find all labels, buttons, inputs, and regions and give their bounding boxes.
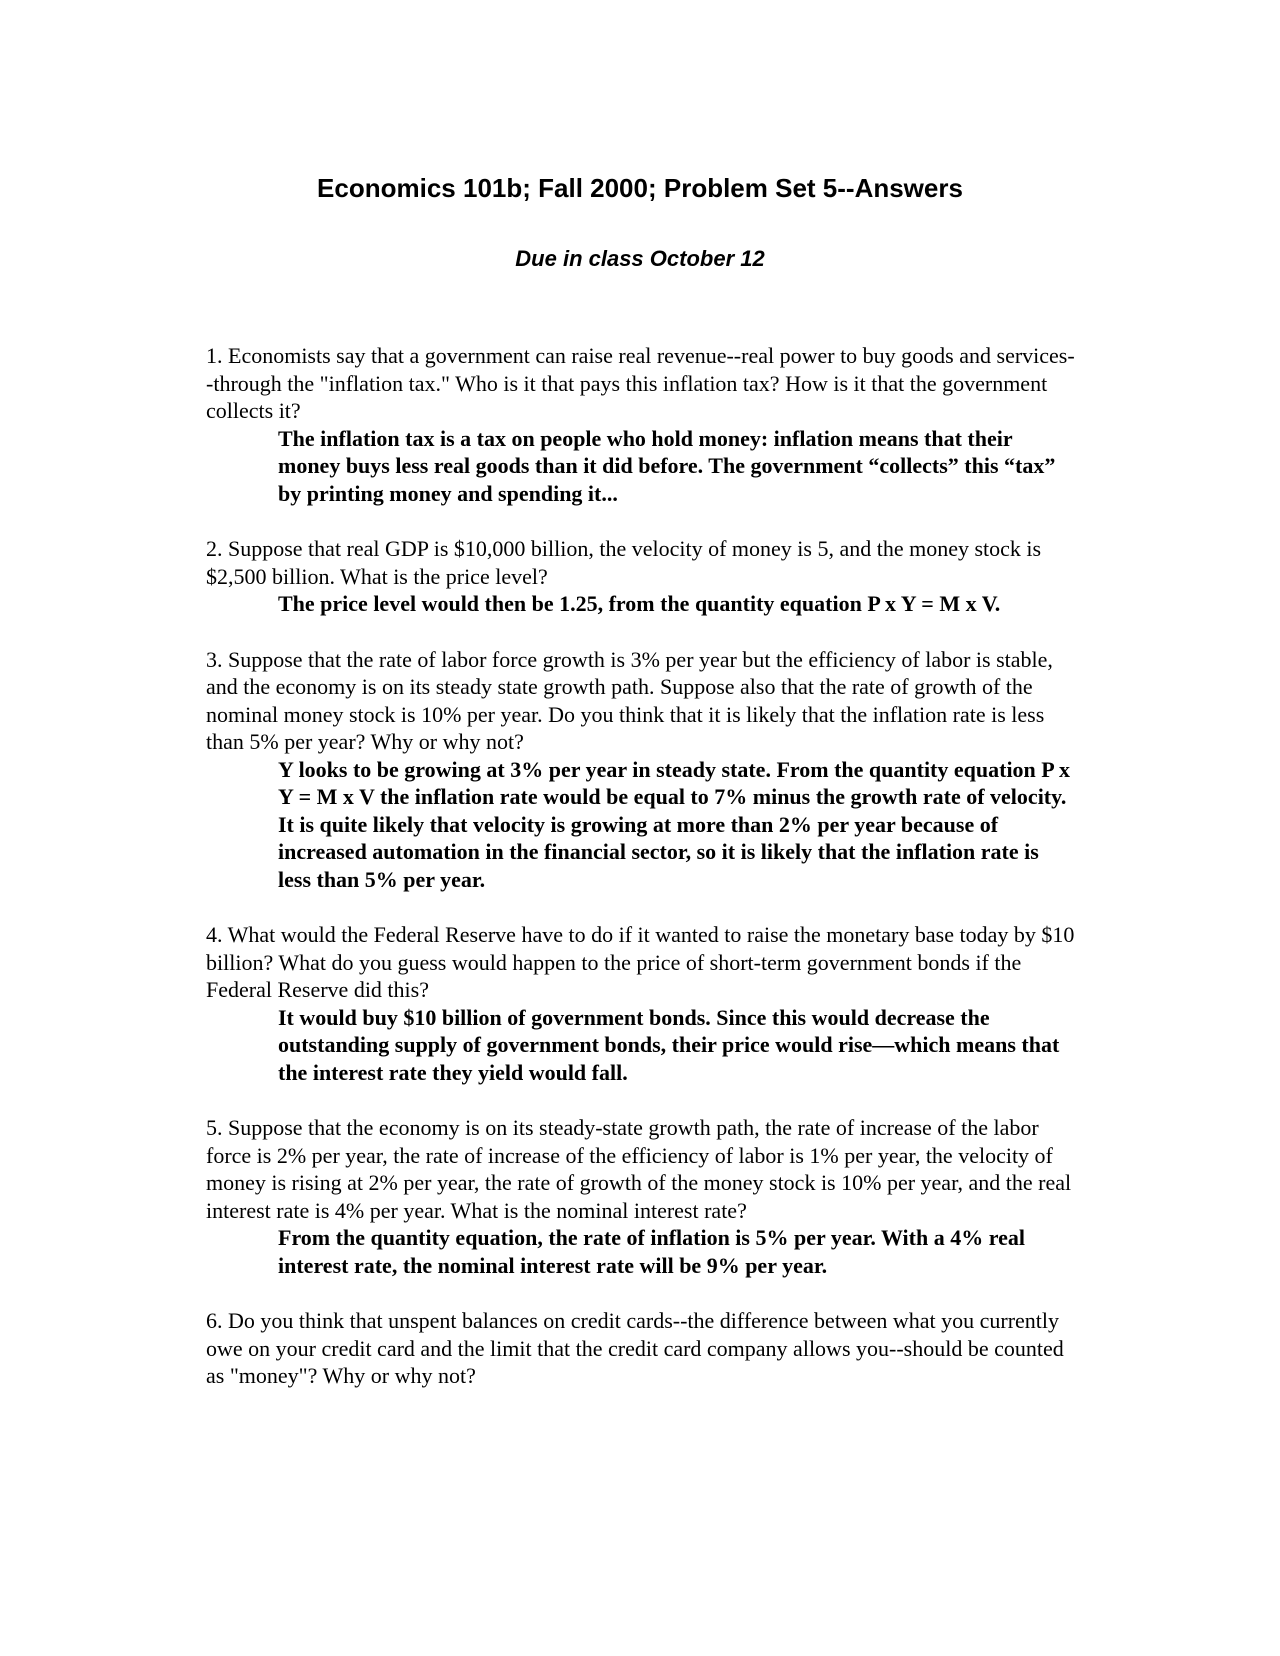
problem-4 [206, 921, 1076, 1114]
problem-5 [206, 1114, 1076, 1307]
due-date: Due in class October 12 [515, 246, 765, 271]
page-title: Economics 101b; Fall 2000; Problem Set 5--Answers [317, 173, 963, 203]
question-text: 4. What would the Federal Reserve have to do if it wanted to raise the monetary base today by $10 billion? What do you guess would happen to the price of short-term government bonds if the Federal Reserve did this? [206, 922, 1075, 1002]
problem-1 [206, 342, 1076, 535]
answer-text: The price level would then be 1.25, from the quantity equation P x Y = M x V. [278, 591, 1001, 616]
problem-3 [206, 646, 1076, 922]
answer-text: The inflation tax is a tax on people who hold money: inflation means that their money buys less real goods than it did before. The government “collects” this “tax” by printing money and spending it... [278, 425, 1056, 506]
question-text: 5. Suppose that the economy is on its steady-state growth path, the rate of increase of the labor force is 2% per year, the rate of increase of the efficiency of labor is 1% per year, the velocity of money is rising at 2% per year, the rate of growth of the money stock is 10% per year, and the real interest rate is 4% per year. What is the nominal interest rate? [206, 1115, 1072, 1223]
problem-6 [206, 1307, 1076, 1390]
answer-text: It would buy $10 billion of government bonds. Since this would decrease the outstanding supply of government bonds, their price would rise—which means that the interest rate they yield would fall. [278, 1004, 1060, 1085]
question-text: 2. Suppose that real GDP is $10,000 billion, the velocity of money is 5, and the money stock is $2,500 billion. What is the price level? [206, 536, 1042, 589]
question-text: 1. Economists say that a government can raise real revenue--real power to buy goods and services--through the "inflation tax." Who is it that pays this inflation tax? How is it that the government collects it? [206, 343, 1075, 423]
answer-text: From the quantity equation, the rate of inflation is 5% per year. With a 4% real interest rate, the nominal interest rate will be 9% per year. [278, 1225, 1025, 1278]
problem-2 [206, 535, 1076, 646]
question-text: 6. Do you think that unspent balances on credit cards--the difference between what you currently owe on your credit card and the limit that the credit card company allows you--should be counted as "money"? Why or why not? [206, 1308, 1064, 1388]
question-text: 3. Suppose that the rate of labor force growth is 3% per year but the efficiency of labor is stable, and the economy is on its steady state growth path. Suppose also that the rate of growth of the nominal money stock is 10% per year. Do you think that it is likely that the inflation rate is less than 5% per year? Why or why not? [206, 646, 1053, 754]
problem-list [206, 342, 1076, 1390]
answer-text: Y looks to be growing at 3% per year in steady state. From the quantity equation P x Y = M x V the inflation rate would be equal to 7% minus the growth rate of velocity. It is quite likely that velocity is growing at more than 2% per year because of increased automation in the financial sector, so it is likely that the inflation rate is less than 5% per year. [278, 756, 1071, 892]
